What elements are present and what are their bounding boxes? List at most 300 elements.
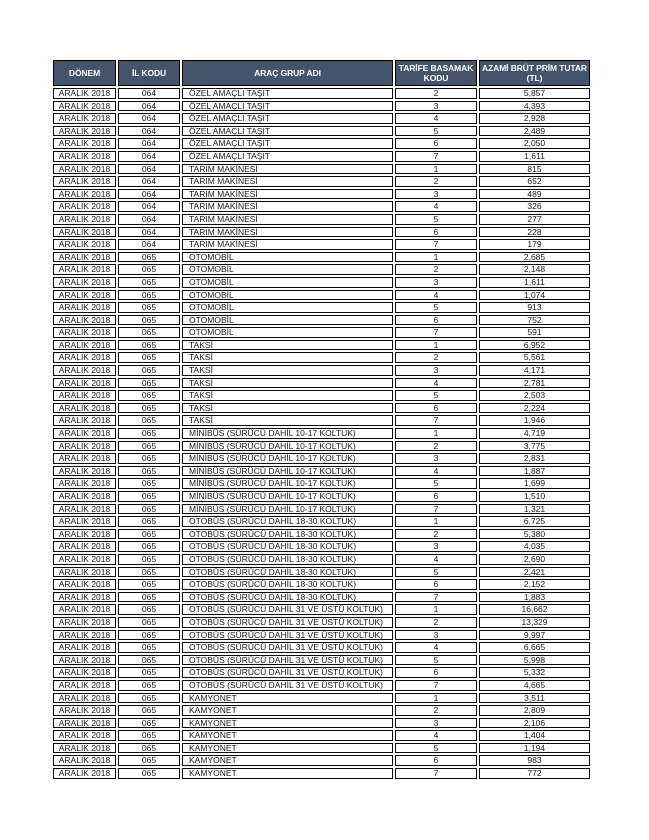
cell-azami-brut-prim-tutar: 4,035: [479, 541, 590, 552]
cell-donem: ARALIK 2018: [53, 415, 116, 426]
cell-tarife-basamak-kodu: 4: [395, 113, 477, 124]
cell-il-kodu: 065: [118, 617, 180, 628]
table-row: [53, 415, 590, 426]
table-row: [53, 680, 590, 691]
cell-arac-grup-adi: TAKSİ: [182, 365, 393, 376]
cell-donem: ARALIK 2018: [53, 126, 116, 137]
table-row: [53, 365, 590, 376]
table-row: [53, 705, 590, 716]
cell-il-kodu: 064: [118, 151, 180, 162]
cell-azami-brut-prim-tutar: 4,393: [479, 101, 590, 112]
cell-donem: ARALIK 2018: [53, 252, 116, 263]
cell-arac-grup-adi: TAKSİ: [182, 390, 393, 401]
col-header-label: TARİFE BASAMAK: [398, 63, 474, 73]
cell-arac-grup-adi: OTOBÜS (SÜRÜCÜ DAHİL 18-30 KOLTUK): [182, 567, 393, 578]
table-row: [53, 88, 590, 99]
cell-azami-brut-prim-tutar: 1,887: [479, 466, 590, 477]
cell-azami-brut-prim-tutar: 1,404: [479, 730, 590, 741]
table-row: [53, 491, 590, 502]
cell-azami-brut-prim-tutar: 1,611: [479, 151, 590, 162]
cell-arac-grup-adi: OTOBÜS (SÜRÜCÜ DAHİL 31 VE ÜSTÜ KOLTUK): [182, 667, 393, 678]
table-row: [53, 101, 590, 112]
cell-azami-brut-prim-tutar: 2,831: [479, 453, 590, 464]
cell-arac-grup-adi: TARIM MAKİNESİ: [182, 227, 393, 238]
cell-arac-grup-adi: TAKSİ: [182, 403, 393, 414]
cell-arac-grup-adi: OTOMOBİL: [182, 277, 393, 288]
cell-il-kodu: 065: [118, 378, 180, 389]
cell-azami-brut-prim-tutar: 326: [479, 201, 590, 212]
table-row: [53, 642, 590, 653]
cell-donem: ARALIK 2018: [53, 403, 116, 414]
cell-azami-brut-prim-tutar: 1,074: [479, 290, 590, 301]
cell-azami-brut-prim-tutar: 5,380: [479, 529, 590, 540]
cell-il-kodu: 065: [118, 466, 180, 477]
cell-donem: ARALIK 2018: [53, 693, 116, 704]
cell-azami-brut-prim-tutar: 16,662: [479, 604, 590, 615]
cell-azami-brut-prim-tutar: 2,106: [479, 718, 590, 729]
table-row: [53, 302, 590, 313]
col-header-azami-brut-prim-tutar: [479, 60, 590, 86]
col-header-label: AZAMİ BRÜT PRİM TUTAR: [482, 63, 587, 73]
cell-donem: ARALIK 2018: [53, 189, 116, 200]
cell-arac-grup-adi: OTOBÜS (SÜRÜCÜ DAHİL 31 VE ÜSTÜ KOLTUK): [182, 604, 393, 615]
table-row: [53, 126, 590, 137]
cell-tarife-basamak-kodu: 2: [395, 88, 477, 99]
cell-tarife-basamak-kodu: 1: [395, 604, 477, 615]
cell-arac-grup-adi: OTOBÜS (SÜRÜCÜ DAHİL 18-30 KOLTUK): [182, 516, 393, 527]
tariff-table: [51, 58, 592, 781]
table-row: [53, 579, 590, 590]
cell-tarife-basamak-kodu: 4: [395, 466, 477, 477]
cell-il-kodu: 065: [118, 252, 180, 263]
header-row: [53, 60, 590, 86]
col-header-label: DÖNEM: [68, 68, 101, 78]
cell-tarife-basamak-kodu: 6: [395, 491, 477, 502]
cell-donem: ARALIK 2018: [53, 138, 116, 149]
cell-il-kodu: 064: [118, 101, 180, 112]
cell-donem: ARALIK 2018: [53, 428, 116, 439]
cell-donem: ARALIK 2018: [53, 113, 116, 124]
cell-azami-brut-prim-tutar: 2,928: [479, 113, 590, 124]
cell-donem: ARALIK 2018: [53, 768, 116, 779]
cell-tarife-basamak-kodu: 2: [395, 705, 477, 716]
cell-arac-grup-adi: TARIM MAKİNESİ: [182, 176, 393, 187]
cell-il-kodu: 064: [118, 113, 180, 124]
cell-il-kodu: 065: [118, 315, 180, 326]
cell-azami-brut-prim-tutar: 277: [479, 214, 590, 225]
cell-arac-grup-adi: OTOMOBİL: [182, 252, 393, 263]
cell-arac-grup-adi: OTOBÜS (SÜRÜCÜ DAHİL 31 VE ÜSTÜ KOLTUK): [182, 630, 393, 641]
cell-il-kodu: 064: [118, 214, 180, 225]
cell-arac-grup-adi: KAMYONET: [182, 730, 393, 741]
cell-arac-grup-adi: ÖZEL AMAÇLI TAŞIT: [182, 138, 393, 149]
cell-donem: ARALIK 2018: [53, 277, 116, 288]
cell-tarife-basamak-kodu: 3: [395, 630, 477, 641]
cell-il-kodu: 065: [118, 743, 180, 754]
cell-arac-grup-adi: KAMYONET: [182, 755, 393, 766]
cell-azami-brut-prim-tutar: 1,946: [479, 415, 590, 426]
col-header-label: ARAÇ GRUP ADI: [254, 68, 321, 78]
cell-tarife-basamak-kodu: 5: [395, 478, 477, 489]
cell-tarife-basamak-kodu: 6: [395, 227, 477, 238]
cell-tarife-basamak-kodu: 4: [395, 378, 477, 389]
cell-tarife-basamak-kodu: 5: [395, 655, 477, 666]
cell-donem: ARALIK 2018: [53, 529, 116, 540]
cell-arac-grup-adi: KAMYONET: [182, 743, 393, 754]
cell-arac-grup-adi: OTOBÜS (SÜRÜCÜ DAHİL 18-30 KOLTUK): [182, 579, 393, 590]
cell-azami-brut-prim-tutar: 913: [479, 302, 590, 313]
cell-il-kodu: 065: [118, 680, 180, 691]
cell-il-kodu: 064: [118, 164, 180, 175]
cell-arac-grup-adi: OTOBÜS (SÜRÜCÜ DAHİL 31 VE ÜSTÜ KOLTUK): [182, 680, 393, 691]
table-row: [53, 466, 590, 477]
cell-donem: ARALIK 2018: [53, 390, 116, 401]
cell-tarife-basamak-kodu: 5: [395, 302, 477, 313]
cell-azami-brut-prim-tutar: 6,952: [479, 340, 590, 351]
cell-arac-grup-adi: TAKSİ: [182, 352, 393, 363]
cell-tarife-basamak-kodu: 2: [395, 441, 477, 452]
cell-azami-brut-prim-tutar: 3,511: [479, 693, 590, 704]
cell-il-kodu: 064: [118, 176, 180, 187]
cell-arac-grup-adi: MİNİBÜS (SÜRÜCÜ DAHİL 10-17 KOLTUK): [182, 453, 393, 464]
cell-tarife-basamak-kodu: 5: [395, 214, 477, 225]
cell-azami-brut-prim-tutar: 6,665: [479, 642, 590, 653]
table-row: [53, 164, 590, 175]
cell-donem: ARALIK 2018: [53, 239, 116, 250]
cell-arac-grup-adi: MİNİBÜS (SÜRÜCÜ DAHİL 10-17 KOLTUK): [182, 441, 393, 452]
cell-tarife-basamak-kodu: 3: [395, 101, 477, 112]
table-row: [53, 453, 590, 464]
cell-il-kodu: 065: [118, 352, 180, 363]
cell-il-kodu: 065: [118, 667, 180, 678]
cell-donem: ARALIK 2018: [53, 630, 116, 641]
cell-arac-grup-adi: OTOBÜS (SÜRÜCÜ DAHİL 18-30 KOLTUK): [182, 554, 393, 565]
table-body: [53, 88, 590, 779]
cell-il-kodu: 065: [118, 579, 180, 590]
cell-arac-grup-adi: KAMYONET: [182, 693, 393, 704]
cell-il-kodu: 065: [118, 516, 180, 527]
cell-tarife-basamak-kodu: 6: [395, 579, 477, 590]
cell-azami-brut-prim-tutar: 1,699: [479, 478, 590, 489]
table-row: [53, 340, 590, 351]
cell-donem: ARALIK 2018: [53, 567, 116, 578]
table-row: [53, 693, 590, 704]
cell-donem: ARALIK 2018: [53, 466, 116, 477]
cell-il-kodu: 065: [118, 453, 180, 464]
cell-arac-grup-adi: MİNİBÜS (SÜRÜCÜ DAHİL 10-17 KOLTUK): [182, 491, 393, 502]
cell-tarife-basamak-kodu: 3: [395, 453, 477, 464]
cell-arac-grup-adi: OTOBÜS (SÜRÜCÜ DAHİL 18-30 KOLTUK): [182, 541, 393, 552]
table-row: [53, 441, 590, 452]
table-row: [53, 529, 590, 540]
cell-il-kodu: 065: [118, 390, 180, 401]
cell-azami-brut-prim-tutar: 2,421: [479, 567, 590, 578]
cell-il-kodu: 065: [118, 642, 180, 653]
cell-azami-brut-prim-tutar: 228: [479, 227, 590, 238]
cell-donem: ARALIK 2018: [53, 642, 116, 653]
table-row: [53, 554, 590, 565]
table-row: [53, 718, 590, 729]
cell-tarife-basamak-kodu: 1: [395, 340, 477, 351]
cell-tarife-basamak-kodu: 2: [395, 352, 477, 363]
cell-tarife-basamak-kodu: 5: [395, 567, 477, 578]
cell-azami-brut-prim-tutar: 815: [479, 164, 590, 175]
cell-donem: ARALIK 2018: [53, 441, 116, 452]
cell-donem: ARALIK 2018: [53, 164, 116, 175]
table-row: [53, 214, 590, 225]
table-row: [53, 516, 590, 527]
cell-donem: ARALIK 2018: [53, 755, 116, 766]
cell-tarife-basamak-kodu: 6: [395, 667, 477, 678]
cell-azami-brut-prim-tutar: 5,561: [479, 352, 590, 363]
cell-azami-brut-prim-tutar: 5,998: [479, 655, 590, 666]
cell-donem: ARALIK 2018: [53, 290, 116, 301]
cell-il-kodu: 064: [118, 138, 180, 149]
cell-azami-brut-prim-tutar: 5,857: [479, 88, 590, 99]
cell-il-kodu: 065: [118, 755, 180, 766]
cell-donem: ARALIK 2018: [53, 88, 116, 99]
cell-arac-grup-adi: TAKSİ: [182, 378, 393, 389]
cell-azami-brut-prim-tutar: 1,883: [479, 592, 590, 603]
cell-donem: ARALIK 2018: [53, 478, 116, 489]
cell-donem: ARALIK 2018: [53, 365, 116, 376]
cell-il-kodu: 065: [118, 302, 180, 313]
cell-azami-brut-prim-tutar: 179: [479, 239, 590, 250]
cell-tarife-basamak-kodu: 7: [395, 151, 477, 162]
table-row: [53, 264, 590, 275]
cell-il-kodu: 065: [118, 655, 180, 666]
cell-tarife-basamak-kodu: 5: [395, 126, 477, 137]
cell-il-kodu: 065: [118, 604, 180, 615]
cell-donem: ARALIK 2018: [53, 655, 116, 666]
cell-arac-grup-adi: OTOBÜS (SÜRÜCÜ DAHİL 18-30 KOLTUK): [182, 529, 393, 540]
cell-il-kodu: 065: [118, 693, 180, 704]
cell-il-kodu: 065: [118, 478, 180, 489]
cell-azami-brut-prim-tutar: 2,781: [479, 378, 590, 389]
cell-azami-brut-prim-tutar: 5,332: [479, 667, 590, 678]
cell-donem: ARALIK 2018: [53, 718, 116, 729]
cell-il-kodu: 065: [118, 705, 180, 716]
cell-arac-grup-adi: ÖZEL AMAÇLI TAŞIT: [182, 88, 393, 99]
cell-donem: ARALIK 2018: [53, 315, 116, 326]
cell-donem: ARALIK 2018: [53, 340, 116, 351]
cell-donem: ARALIK 2018: [53, 743, 116, 754]
cell-tarife-basamak-kodu: 3: [395, 277, 477, 288]
col-header-label: (TL): [526, 73, 543, 83]
cell-tarife-basamak-kodu: 7: [395, 415, 477, 426]
cell-azami-brut-prim-tutar: 9,997: [479, 630, 590, 641]
cell-azami-brut-prim-tutar: 2,809: [479, 705, 590, 716]
cell-azami-brut-prim-tutar: 652: [479, 176, 590, 187]
table-row: [53, 327, 590, 338]
cell-tarife-basamak-kodu: 6: [395, 138, 477, 149]
cell-tarife-basamak-kodu: 4: [395, 290, 477, 301]
cell-il-kodu: 065: [118, 554, 180, 565]
cell-arac-grup-adi: TARIM MAKİNESİ: [182, 239, 393, 250]
col-header-label: İL KODU: [131, 68, 167, 78]
table-row: [53, 201, 590, 212]
cell-tarife-basamak-kodu: 6: [395, 403, 477, 414]
cell-il-kodu: 065: [118, 277, 180, 288]
cell-donem: ARALIK 2018: [53, 453, 116, 464]
cell-tarife-basamak-kodu: 2: [395, 264, 477, 275]
cell-donem: ARALIK 2018: [53, 604, 116, 615]
cell-tarife-basamak-kodu: 4: [395, 642, 477, 653]
table-row: [53, 617, 590, 628]
cell-azami-brut-prim-tutar: 6,725: [479, 516, 590, 527]
cell-azami-brut-prim-tutar: 2,224: [479, 403, 590, 414]
col-header-il-kodu: [118, 60, 180, 86]
cell-tarife-basamak-kodu: 3: [395, 718, 477, 729]
cell-donem: ARALIK 2018: [53, 680, 116, 691]
cell-il-kodu: 064: [118, 126, 180, 137]
cell-arac-grup-adi: OTOBÜS (SÜRÜCÜ DAHİL 31 VE ÜSTÜ KOLTUK): [182, 642, 393, 653]
cell-tarife-basamak-kodu: 4: [395, 730, 477, 741]
cell-azami-brut-prim-tutar: 752: [479, 315, 590, 326]
cell-azami-brut-prim-tutar: 4,719: [479, 428, 590, 439]
table-row: [53, 592, 590, 603]
cell-il-kodu: 065: [118, 730, 180, 741]
cell-azami-brut-prim-tutar: 2,503: [479, 390, 590, 401]
cell-azami-brut-prim-tutar: 13,329: [479, 617, 590, 628]
table-row: [53, 239, 590, 250]
cell-tarife-basamak-kodu: 6: [395, 755, 477, 766]
table-row: [53, 567, 590, 578]
cell-donem: ARALIK 2018: [53, 201, 116, 212]
cell-il-kodu: 065: [118, 264, 180, 275]
table-row: [53, 277, 590, 288]
table-row: [53, 352, 590, 363]
table-row: [53, 227, 590, 238]
cell-tarife-basamak-kodu: 6: [395, 315, 477, 326]
cell-arac-grup-adi: ÖZEL AMAÇLI TAŞIT: [182, 101, 393, 112]
cell-tarife-basamak-kodu: 1: [395, 428, 477, 439]
cell-tarife-basamak-kodu: 7: [395, 327, 477, 338]
table-row: [53, 290, 590, 301]
cell-tarife-basamak-kodu: 7: [395, 768, 477, 779]
cell-donem: ARALIK 2018: [53, 151, 116, 162]
cell-il-kodu: 065: [118, 415, 180, 426]
cell-azami-brut-prim-tutar: 983: [479, 755, 590, 766]
table-row: [53, 504, 590, 515]
table-row: [53, 390, 590, 401]
cell-azami-brut-prim-tutar: 2,489: [479, 126, 590, 137]
cell-il-kodu: 065: [118, 290, 180, 301]
cell-il-kodu: 065: [118, 768, 180, 779]
cell-donem: ARALIK 2018: [53, 302, 116, 313]
cell-tarife-basamak-kodu: 4: [395, 554, 477, 565]
col-header-label: KODU: [423, 73, 449, 83]
table-row: [53, 113, 590, 124]
cell-azami-brut-prim-tutar: 1,611: [479, 277, 590, 288]
cell-arac-grup-adi: KAMYONET: [182, 718, 393, 729]
cell-tarife-basamak-kodu: 3: [395, 365, 477, 376]
cell-arac-grup-adi: OTOBÜS (SÜRÜCÜ DAHİL 31 VE ÜSTÜ KOLTUK): [182, 655, 393, 666]
cell-donem: ARALIK 2018: [53, 214, 116, 225]
cell-arac-grup-adi: MİNİBÜS (SÜRÜCÜ DAHİL 10-17 KOLTUK): [182, 428, 393, 439]
cell-il-kodu: 065: [118, 567, 180, 578]
table-row: [53, 541, 590, 552]
cell-tarife-basamak-kodu: 4: [395, 201, 477, 212]
cell-tarife-basamak-kodu: 1: [395, 252, 477, 263]
cell-tarife-basamak-kodu: 5: [395, 390, 477, 401]
col-header-tarife-basamak-kodu: [395, 60, 477, 86]
table-row: [53, 151, 590, 162]
cell-donem: ARALIK 2018: [53, 617, 116, 628]
cell-donem: ARALIK 2018: [53, 554, 116, 565]
cell-il-kodu: 065: [118, 428, 180, 439]
cell-il-kodu: 065: [118, 718, 180, 729]
cell-donem: ARALIK 2018: [53, 327, 116, 338]
cell-azami-brut-prim-tutar: 772: [479, 768, 590, 779]
cell-azami-brut-prim-tutar: 2,050: [479, 138, 590, 149]
table-row: [53, 655, 590, 666]
cell-il-kodu: 065: [118, 630, 180, 641]
cell-tarife-basamak-kodu: 7: [395, 504, 477, 515]
cell-donem: ARALIK 2018: [53, 378, 116, 389]
table-header: [53, 60, 590, 86]
cell-azami-brut-prim-tutar: 1,321: [479, 504, 590, 515]
cell-azami-brut-prim-tutar: 2,690: [479, 554, 590, 565]
cell-azami-brut-prim-tutar: 591: [479, 327, 590, 338]
cell-tarife-basamak-kodu: 5: [395, 743, 477, 754]
table-row: [53, 315, 590, 326]
cell-azami-brut-prim-tutar: 1,194: [479, 743, 590, 754]
cell-azami-brut-prim-tutar: 4,665: [479, 680, 590, 691]
table-row: [53, 667, 590, 678]
cell-azami-brut-prim-tutar: 4,171: [479, 365, 590, 376]
cell-arac-grup-adi: KAMYONET: [182, 705, 393, 716]
cell-donem: ARALIK 2018: [53, 541, 116, 552]
cell-azami-brut-prim-tutar: 1,510: [479, 491, 590, 502]
cell-arac-grup-adi: TARIM MAKİNESİ: [182, 189, 393, 200]
cell-tarife-basamak-kodu: 1: [395, 516, 477, 527]
cell-arac-grup-adi: TARIM MAKİNESİ: [182, 164, 393, 175]
cell-arac-grup-adi: MİNİBÜS (SÜRÜCÜ DAHİL 10-17 KOLTUK): [182, 478, 393, 489]
cell-tarife-basamak-kodu: 2: [395, 529, 477, 540]
cell-arac-grup-adi: TAKSİ: [182, 340, 393, 351]
cell-arac-grup-adi: ÖZEL AMAÇLI TAŞIT: [182, 113, 393, 124]
cell-il-kodu: 065: [118, 365, 180, 376]
cell-il-kodu: 064: [118, 227, 180, 238]
table-row: [53, 428, 590, 439]
cell-donem: ARALIK 2018: [53, 592, 116, 603]
cell-arac-grup-adi: MİNİBÜS (SÜRÜCÜ DAHİL 10-17 KOLTUK): [182, 466, 393, 477]
cell-tarife-basamak-kodu: 1: [395, 164, 477, 175]
cell-donem: ARALIK 2018: [53, 101, 116, 112]
cell-donem: ARALIK 2018: [53, 352, 116, 363]
cell-donem: ARALIK 2018: [53, 579, 116, 590]
table-row: [53, 378, 590, 389]
cell-arac-grup-adi: TARIM MAKİNESİ: [182, 214, 393, 225]
table-row: [53, 730, 590, 741]
table-row: [53, 604, 590, 615]
cell-azami-brut-prim-tutar: 3,775: [479, 441, 590, 452]
cell-il-kodu: 065: [118, 327, 180, 338]
cell-arac-grup-adi: OTOMOBİL: [182, 264, 393, 275]
cell-arac-grup-adi: OTOMOBİL: [182, 327, 393, 338]
cell-il-kodu: 065: [118, 403, 180, 414]
cell-il-kodu: 065: [118, 504, 180, 515]
cell-tarife-basamak-kodu: 7: [395, 239, 477, 250]
cell-arac-grup-adi: TAKSİ: [182, 415, 393, 426]
cell-tarife-basamak-kodu: 7: [395, 680, 477, 691]
table-row: [53, 478, 590, 489]
cell-arac-grup-adi: OTOBÜS (SÜRÜCÜ DAHİL 18-30 KOLTUK): [182, 592, 393, 603]
cell-donem: ARALIK 2018: [53, 516, 116, 527]
cell-il-kodu: 065: [118, 441, 180, 452]
cell-tarife-basamak-kodu: 1: [395, 693, 477, 704]
